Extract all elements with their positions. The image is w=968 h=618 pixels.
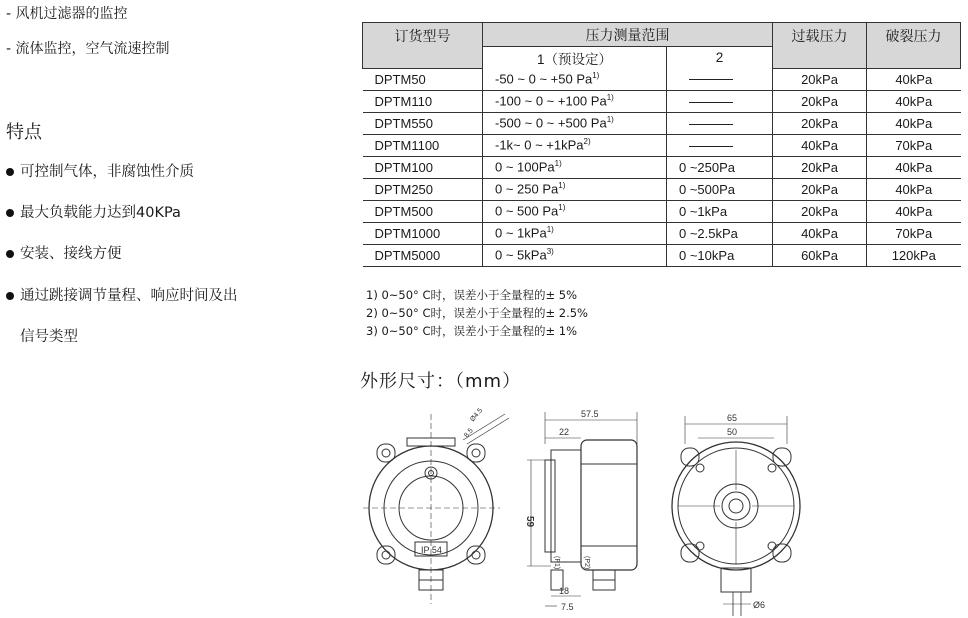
table-row (363, 200, 961, 222)
cell-burst: 40kPa (867, 178, 961, 200)
spacing-a-label: 18 (559, 586, 570, 596)
slot-label: 8.5 (463, 427, 475, 440)
cell-range1: 0 ~ 100Pa$^{1)}$ (483, 156, 667, 178)
spacing-b-label: 7.5 (561, 602, 574, 612)
feature-item: 最大负载能力达到40KPa (6, 201, 181, 222)
dash-placeholder (689, 146, 733, 147)
tube-label: Ø6 (753, 600, 766, 610)
application-line: - 流体监控，空气流速控制 (6, 41, 170, 57)
cell-burst: 70kPa (867, 134, 961, 156)
header-range: 压力测量范围 (483, 23, 773, 47)
table-row (363, 112, 961, 134)
spec-table (362, 22, 961, 267)
cell-burst: 40kPa (867, 156, 961, 178)
cell-range2 (667, 134, 773, 156)
cell-overload: 40kPa (773, 134, 867, 156)
table-row (363, 222, 961, 244)
feature-continuation: 信号类型 (20, 329, 78, 345)
cell-burst: 40kPa (867, 68, 961, 90)
p2-label: (P2) (583, 556, 590, 570)
dash-placeholder (689, 102, 733, 103)
cell-range1: 0 ~ 1kPa$^{1)}$ (483, 222, 667, 244)
cell-overload: 20kPa (773, 68, 867, 90)
ip-label: IP 54 (421, 545, 442, 555)
cell-burst: 70kPa (867, 222, 961, 244)
cell-range2 (667, 90, 773, 112)
header-model: 订货型号 (363, 23, 483, 69)
table-row (363, 244, 961, 266)
cell-burst: 40kPa (867, 200, 961, 222)
cell-model: DPTM5000 (363, 244, 483, 266)
cell-range1: 0 ~ 500 Pa$^{1)}$ (483, 200, 667, 222)
p1-label: (P1) (553, 556, 560, 570)
cell-burst: 120kPa (867, 244, 961, 266)
cell-range2 (667, 68, 773, 90)
cell-range2: 0 ~500Pa (667, 178, 773, 200)
cell-overload: 60kPa (773, 244, 867, 266)
feature-item: 可控制气体，非腐蚀性介质 (6, 160, 194, 181)
features-heading: 特点 (6, 122, 42, 143)
table-row (363, 134, 961, 156)
table-row (363, 68, 961, 90)
cell-model: DPTM100 (363, 156, 483, 178)
cell-model: DPTM1100 (363, 134, 483, 156)
feature-item: 安装、接线方便 (6, 242, 122, 263)
header-burst: 破裂压力 (867, 23, 961, 69)
table-row (363, 178, 961, 200)
dimensions-title: 外形尺寸：（mm） (360, 371, 522, 392)
cell-range2: 0 ~1kPa (667, 200, 773, 222)
cell-model: DPTM550 (363, 112, 483, 134)
header-range-sub2: 2 (667, 47, 773, 69)
application-line: - 风机过滤器的监控 (6, 6, 128, 22)
cell-model: DPTM50 (363, 68, 483, 90)
bullet-icon (6, 168, 14, 176)
dash-placeholder (689, 124, 733, 125)
table-row (363, 156, 961, 178)
footnotes (366, 286, 588, 340)
cell-overload: 40kPa (773, 222, 867, 244)
side-view (524, 409, 637, 612)
cell-range1: -1k~ 0 ~ +1kPa$^{2)}$ (483, 134, 667, 156)
cell-range1: 0 ~ 250 Pa$^{1)}$ (483, 178, 667, 200)
front-label: 22 (559, 427, 570, 437)
height-label: 59 (524, 516, 535, 528)
cell-range2: 0 ~10kPa (667, 244, 773, 266)
cell-range1: 0 ~ 5kPa$^{3)}$ (483, 244, 667, 266)
cell-overload: 20kPa (773, 178, 867, 200)
cell-range2: 0 ~2.5kPa (667, 222, 773, 244)
bullet-icon (6, 250, 14, 258)
width-inner-label: 50 (727, 427, 738, 437)
cell-range2: 0 ~250Pa (667, 156, 773, 178)
header-overload: 过载压力 (773, 23, 867, 69)
cell-overload: 20kPa (773, 156, 867, 178)
cell-range1: -50 ~ 0 ~ +50 Pa$^{1)}$ (483, 68, 667, 90)
table-row (363, 90, 961, 112)
cell-model: DPTM110 (363, 90, 483, 112)
cell-range1: -100 ~ 0 ~ +100 Pa$^{1)}$ (483, 90, 667, 112)
cell-burst: 40kPa (867, 112, 961, 134)
depth-label: 57.5 (581, 409, 599, 419)
back-view (672, 413, 800, 616)
cell-overload: 20kPa (773, 112, 867, 134)
bullet-icon (6, 209, 14, 217)
footnote: 3) 0~50° C时，误差小于全量程的± 1% (366, 324, 578, 338)
header-range-sub1: 1（预设定） (483, 47, 667, 69)
cell-model: DPTM250 (363, 178, 483, 200)
footnote: 2) 0~50° C时，误差小于全量程的± 2.5% (366, 306, 588, 320)
cell-model: DPTM500 (363, 200, 483, 222)
cell-range1: -500 ~ 0 ~ +500 Pa$^{1)}$ (483, 112, 667, 134)
cell-range2 (667, 112, 773, 134)
dash-placeholder (689, 79, 733, 80)
feature-item: 通过跳接调节量程、响应时间及出 (6, 284, 238, 305)
bullet-icon (6, 292, 14, 300)
front-view (363, 407, 509, 604)
cell-model: DPTM1000 (363, 222, 483, 244)
cell-overload: 20kPa (773, 200, 867, 222)
cell-burst: 40kPa (867, 90, 961, 112)
cell-overload: 20kPa (773, 90, 867, 112)
footnote: 1) 0~50° C时，误差小于全量程的± 5% (366, 288, 578, 302)
dimension-drawing (355, 404, 955, 618)
width-outer-label: 65 (727, 413, 738, 423)
hole-dia-label: Ø4.5 (469, 407, 485, 424)
